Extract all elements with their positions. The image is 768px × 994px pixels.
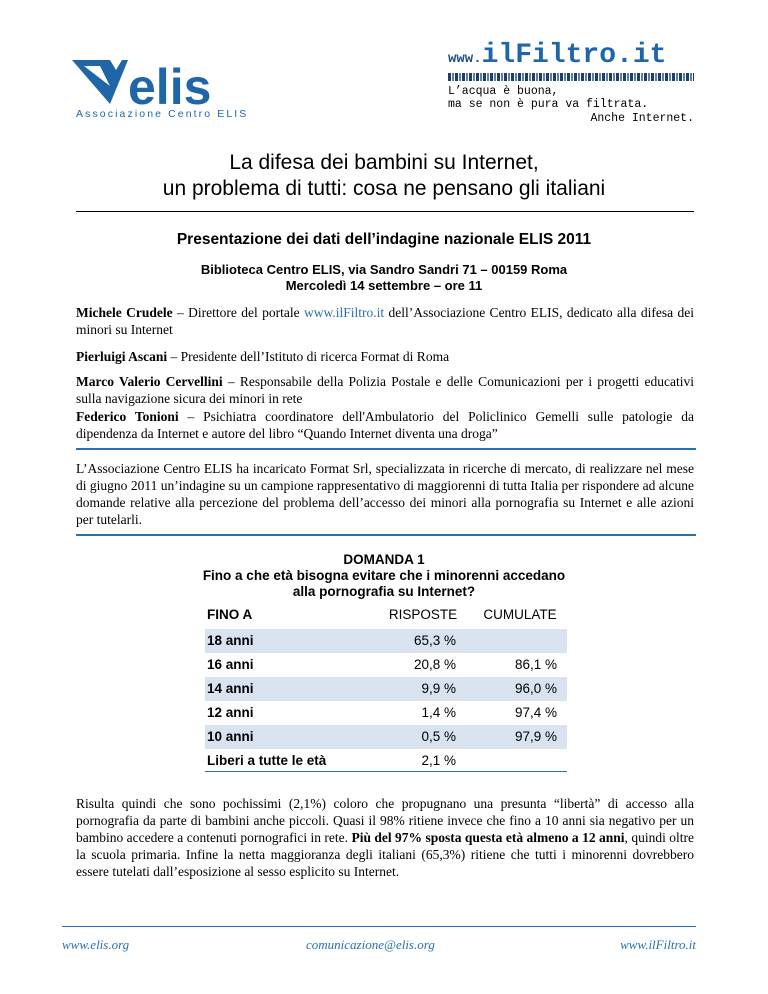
row-risposte: 0,5 % [421,729,456,744]
motto-line-3: Anche Internet. [590,112,694,125]
site-name: ilFiltro.it [481,40,667,71]
section-divider [76,448,696,450]
subtitle: Presentazione dei dati dell’indagine nazionale ELIS 2011 [176,231,592,248]
question-line-1: Fino a che età bisogna evitare che i minorenni accedano [202,568,566,583]
footer-elis-link[interactable]: www.elis.org [62,937,130,952]
speaker-name: Pierluigi Ascani [76,349,168,364]
table-row [205,701,567,725]
section-divider [76,534,696,536]
speaker-cervellini [76,373,694,407]
site-prefix: www. [448,51,482,67]
row-cumulate: 97,4 % [514,705,557,720]
speaker-role: – Direttore del portale [172,305,304,320]
speaker-role: – Presidente dell’Istituto di ricerca Format di Roma [167,349,450,364]
footer-ilfiltro-link[interactable]: www.ilFiltro.it [620,937,696,952]
row-cumulate: 97,9 % [514,729,557,744]
speaker-name: Federico Tonioni [76,409,179,424]
table-row [205,749,567,773]
header-risposte: RISPOSTE [388,607,458,622]
speaker-name: Michele Crudele [76,305,173,320]
question-label: DOMANDA 1 [343,552,425,567]
motto-line-2: ma se non è pura va filtrata. [448,97,649,111]
speaker-tonioni [76,408,694,442]
venue-address: Biblioteca Centro ELIS, via Sandro Sandri 71 – 00159 Roma [200,262,568,277]
row-cumulate: 96,0 % [514,681,557,696]
intro-paragraph: L’Associazione Centro ELIS ha incaricato Format Srl, specializzata in ricerche di mercato, di realizzare nel mese di giugno 2011 un’indagine su un campione rappresentativo di maggiorenni di tutta Italia per rispondere ad alcune domande relative alla percezione del problema dell’accesso dei minori alla pornografia su Internet e alle azioni per tutelarli. [76,461,694,527]
speaker-crudele [76,304,694,338]
row-label: 10 anni [207,729,254,744]
logo-tagline: Associazione Centro ELIS [76,108,249,120]
question-heading [0,552,768,600]
title-line-2: un problema di tutti: cosa ne pensano gli italiani [162,177,606,200]
ilfiltro-logo [448,40,666,71]
conclusion-text-1: Risulta quindi che sono pochissimi (2,1%) coloro che propugnano una presunta “libertà” di accesso alla pornografia da parte di bambini anche piccoli. Quasi il 98% ritiene invece che fino a 10 anni sia negativo per un bambino accedere a contenuti pornografici in rete. [76,796,694,845]
table-row [205,677,567,701]
speaker-role: – Psichiatra coordinatore dell'Ambulatorio del Policlinico Gemelli sulle patologie da dipendenza da Internet e autore del libro “Quando Internet diventa una droga” [76,409,694,441]
logo-word: elis [128,59,212,115]
footer-email-link[interactable]: comunicazione@elis.org [306,937,435,952]
title-line-1: La difesa dei bambini su Internet, [229,151,539,174]
table-row [205,629,567,653]
row-risposte: 1,4 % [421,705,456,720]
question-line-2: alla pornografia su Internet? [292,584,476,599]
page-title [0,150,768,202]
row-label: 16 anni [207,657,254,672]
results-table [205,603,567,773]
venue-date: Mercoledì 14 settembre – ore 11 [285,278,483,293]
motto [448,86,648,111]
ilfiltro-link[interactable]: www.ilFiltro.it [303,305,385,320]
header-cumulate: CUMULATE [483,607,557,622]
speaker-ascani [76,348,694,365]
table-row [205,725,567,749]
conclusion-paragraph [76,795,694,880]
header-fino-a: FINO A [207,607,253,622]
row-label: Liberi a tutte le età [207,753,327,768]
speaker-role-cont: dell’Associazione Centro ELIS, dedicato alla difesa dei minori su Internet [76,305,694,337]
row-risposte: 9,9 % [421,681,456,696]
row-cumulate: 86,1 % [514,657,557,672]
speaker-role: – Responsabile della Polizia Postale e delle Comunicazioni per i progetti educativi sulla navigazione sicura dei minori in rete [76,374,694,406]
footer-divider [62,926,696,927]
venue [0,262,768,294]
conclusion-highlight: Più del 97% sposta questa età almeno a 12 anni [351,830,625,845]
barcode-bar [448,73,694,81]
motto-line-1: L’acqua è buona, [448,85,559,98]
row-risposte: 20,8 % [413,657,456,672]
row-risposte: 65,3 % [413,633,456,648]
title-divider [76,211,694,212]
table-row [205,653,567,677]
table-header [205,603,567,629]
row-label: 14 anni [207,681,254,696]
conclusion-text-2: , quindi oltre la scuola primaria. Infine la netta maggioranza degli italiani (65,3%) ritiene che tutti i minorenni dovrebbero essere tutelati dall’esposizione al sesso esplicito su Internet. [76,830,694,879]
speaker-name: Marco Valerio Cervellini [76,374,223,389]
row-label: 12 anni [207,705,254,720]
table-bottom-rule [205,771,567,772]
row-risposte: 2,1 % [421,753,456,768]
row-label: 18 anni [207,633,254,648]
